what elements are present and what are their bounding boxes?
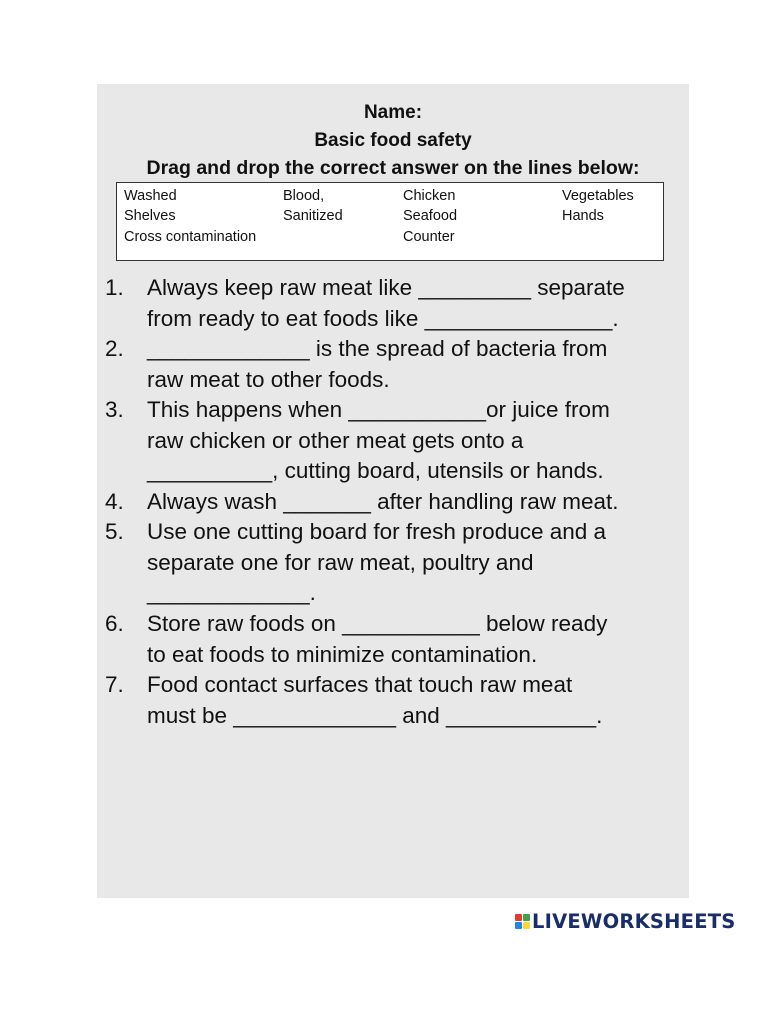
worksheet-title: Basic food safety — [314, 130, 472, 151]
question-line: __________, cutting board, utensils or hands. — [147, 458, 604, 483]
word-bank-item-sanitized[interactable]: Sanitized — [283, 208, 343, 224]
question-line: _____________. — [147, 580, 316, 605]
name-label: Name: — [363, 102, 423, 123]
question-number: 3. — [105, 397, 124, 422]
logo-square-blue — [515, 922, 522, 929]
question-line: _____________ is the spread of bacteria from — [147, 336, 608, 361]
question-line: to eat foods to minimize contamination. — [147, 642, 538, 667]
logo-square-green — [523, 914, 530, 921]
question-line: This happens when ___________or juice from — [147, 397, 610, 422]
question-line: raw meat to other foods. — [147, 367, 390, 392]
word-bank-item-cross-contamination[interactable]: Cross contamination — [124, 229, 257, 245]
word-bank-item-shelves[interactable]: Shelves — [124, 208, 176, 224]
question-line: from ready to eat foods like _______________. — [147, 306, 619, 331]
worksheet-page — [97, 84, 689, 898]
question-line: Store raw foods on ___________ below ready — [147, 611, 608, 636]
word-bank-item-washed[interactable]: Washed — [124, 188, 177, 204]
question-line: Always wash _______ after handling raw meat. — [147, 489, 619, 514]
liveworksheets-logo-text: LIVEWORKSHEETS — [532, 909, 736, 933]
question-line: Use one cutting board for fresh produce and a — [147, 519, 607, 544]
question-number: 2. — [105, 336, 124, 361]
logo-square-red — [515, 914, 522, 921]
question-line: Always keep raw meat like _________ separate — [147, 275, 625, 300]
word-bank-item-hands[interactable]: Hands — [562, 208, 604, 224]
logo-square-yellow — [523, 922, 530, 929]
question-line: raw chicken or other meat gets onto a — [147, 428, 524, 453]
instructions: Drag and drop the correct answer on the lines below: — [146, 157, 640, 179]
word-bank-item-seafood[interactable]: Seafood — [403, 208, 458, 224]
question-number: 4. — [105, 489, 124, 514]
word-bank-item-vegetables[interactable]: Vegetables — [562, 188, 634, 204]
liveworksheets-logo — [515, 908, 735, 934]
question-number: 5. — [105, 519, 124, 544]
liveworksheets-logo-icon — [515, 914, 530, 929]
question-line: must be _____________ and ____________. — [147, 703, 603, 728]
word-bank — [116, 182, 664, 261]
word-bank-item-counter[interactable]: Counter — [403, 229, 455, 245]
question-number: 7. — [105, 672, 124, 697]
question-line: separate one for raw meat, poultry and — [147, 550, 534, 575]
question-line: Food contact surfaces that touch raw meat — [147, 672, 573, 697]
word-bank-item-chicken[interactable]: Chicken — [403, 188, 456, 204]
question-number: 6. — [105, 611, 124, 636]
word-bank-item-blood[interactable]: Blood, — [283, 188, 325, 204]
question-number: 1. — [105, 275, 124, 300]
